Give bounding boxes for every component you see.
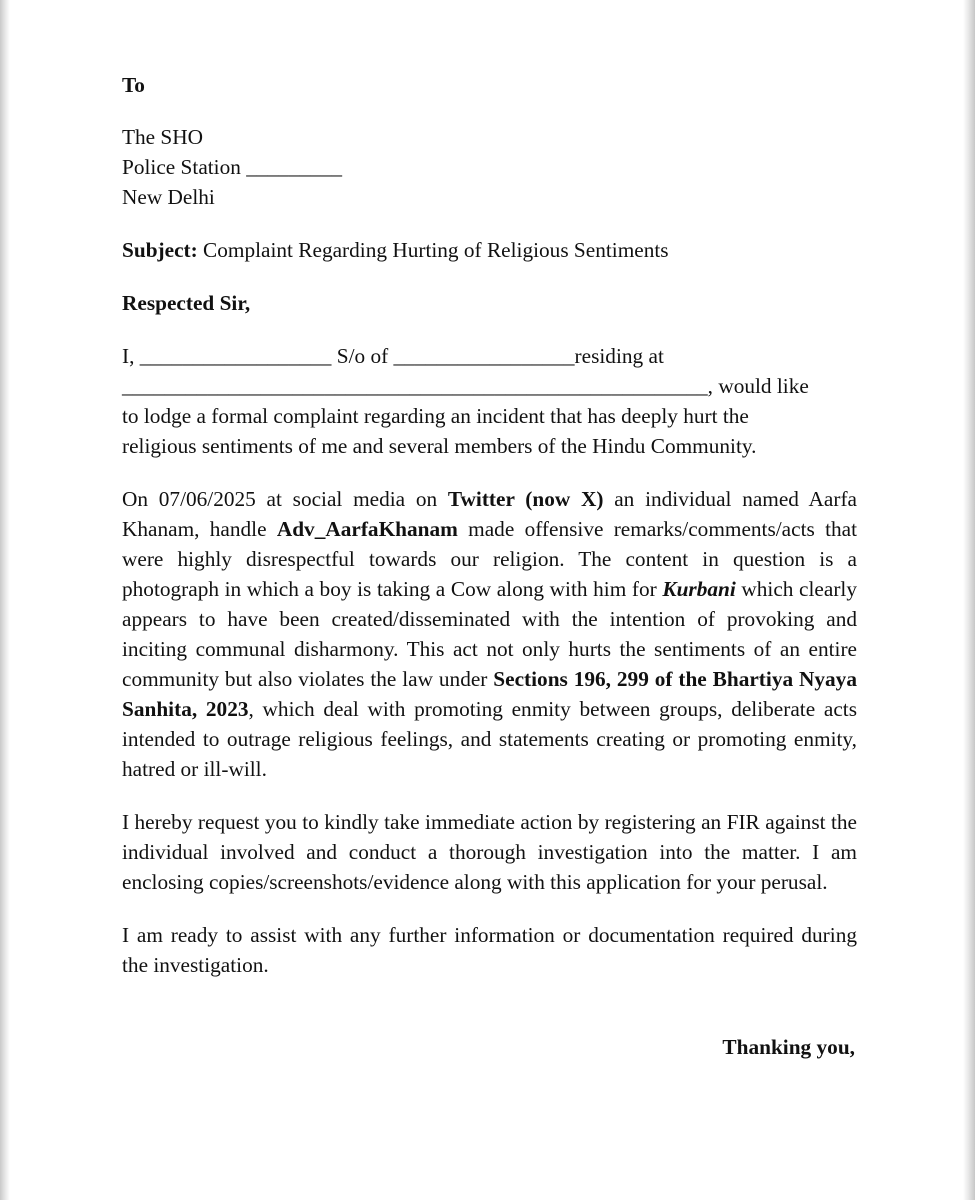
page-edge-left <box>0 0 10 1200</box>
recipient-line-2: Police Station _________ <box>122 155 343 179</box>
para1-line-2: _______________________________________________________, would like <box>122 374 809 398</box>
closing-line: Thanking you, <box>722 1035 855 1059</box>
para2-text-5: , which deal with promoting enmity between groups, deliberate acts intended to outrage religious feelings, and statements creating or promoting enmity, hatred or ill-will. <box>122 697 857 781</box>
para2-text-3: made offensive remarks/comments/acts that were highly disrespectful towards our religion. The content in question is a photograph in which a boy is taking a Cow along with him for <box>122 517 858 601</box>
paragraph-3: I hereby request you to kindly take immediate action by registering an FIR against the individual involved and conduct a thorough investigation into the matter. I am enclosing copies/screenshots/evidence along with this application for your perusal. <box>122 810 857 894</box>
subject-text: Complaint Regarding Hurting of Religious Sentiments <box>197 238 669 262</box>
para2-text-2: an individual named Aarfa Khanam, handle <box>122 487 857 541</box>
para2-text-4: which clearly appears to have been created/disseminated with the intention of provoking and inciting communal disharmony. This act not only hurts the sentiments of an entire community but also violates the law under <box>122 577 857 691</box>
salutation: Respected Sir, <box>122 291 251 315</box>
to-line: To <box>122 73 145 97</box>
handle-name: Adv_AarfaKhanam <box>276 517 458 541</box>
platform-name: Twitter (now X) <box>447 487 604 511</box>
para2-text-1: On 07/06/2025 at social media on <box>122 487 448 511</box>
subject-line <box>122 235 857 265</box>
recipient-block <box>122 122 857 212</box>
subject-label: Subject: <box>122 238 198 262</box>
recipient-line-3: New Delhi <box>122 185 215 209</box>
page-edge-right <box>963 0 975 1200</box>
paragraph-2 <box>122 484 857 784</box>
law-sections: Sections 196, 299 of the Bhartiya Nyaya Sanhita, 2023 <box>122 667 857 721</box>
paragraph-1 <box>122 341 857 461</box>
paragraph-4: I am ready to assist with any further information or documentation required during the investigation. <box>122 923 857 977</box>
para1-line-1: I, __________________ S/o of _________________residing at <box>122 344 664 368</box>
recipient-line-1: The SHO <box>122 125 204 149</box>
letter-body <box>122 70 857 980</box>
kurbani-term: Kurbani <box>662 577 736 601</box>
para1-line-4: religious sentiments of me and several members of the Hindu Community. <box>122 434 757 458</box>
para1-line-3: to lodge a formal complaint regarding an incident that has deeply hurt the <box>122 404 749 428</box>
